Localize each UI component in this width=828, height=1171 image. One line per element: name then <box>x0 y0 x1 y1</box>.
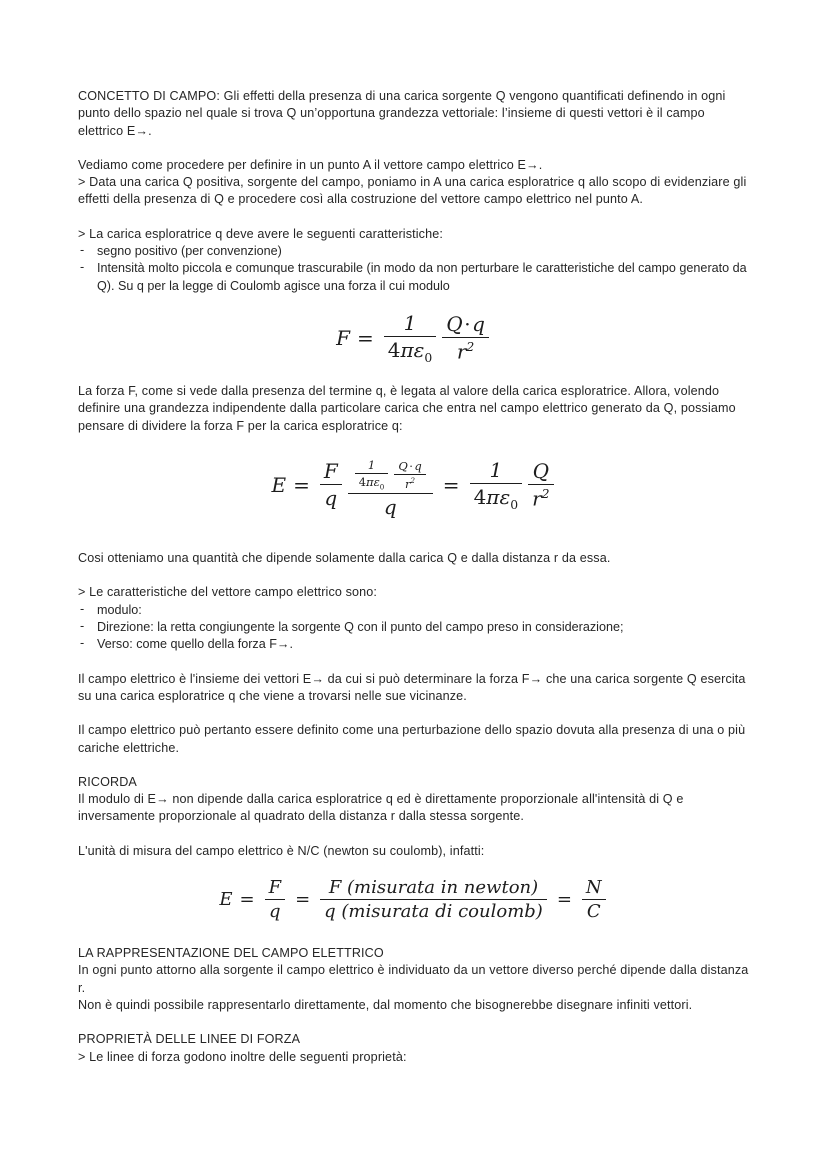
spacer <box>78 923 750 945</box>
spacer <box>78 826 750 843</box>
paragraph-perturbazione: Il campo elettrico può pertanto essere definito come una perturbazione dello spazio dovuta alla presenza di una o più cariche elettriche. <box>78 723 746 755</box>
epsilon-symbol: ε <box>413 337 425 362</box>
symbol-Q: Q <box>446 312 463 337</box>
paragraph-forza-dipende-da-q: La forza F, come si vede dalla presenza del termine q, è legata al valore della carica esploratrice. Allora, volendo definire una grandezza indipendente dalla particolare carica che entra nel campo elettrico generato da Q, possiamo pensare di dividere la forza F per la carica esploratrice q: <box>78 383 736 433</box>
symbol-Q: Q <box>398 458 408 473</box>
fraction-expanded-over-q <box>348 449 433 520</box>
dash-bullet-icon: - <box>80 601 85 616</box>
epsilon-symbol: ε <box>373 474 380 489</box>
fraction-numerator: 1 <box>367 457 376 472</box>
list-caratteristiche-campo <box>78 602 750 654</box>
math-equals: = <box>293 472 310 497</box>
spacer <box>78 366 750 383</box>
fraction-newton-over-coulomb <box>582 876 606 923</box>
math-symbol-E: E <box>219 889 233 911</box>
fraction-denominator: q <box>324 486 338 510</box>
epsilon-subscript: 0 <box>379 482 385 492</box>
heading-rappresentazione: LA RAPPRESENTAZIONE DEL CAMPO ELETTRICO <box>78 946 384 961</box>
fraction-numerator: N <box>585 877 602 899</box>
list-item-label: Intensità molto piccola e comunque trascurabile (in modo da non perturbare le caratteristiche del campo generato da Q). Su q per la legge di Coulomb agisce una forza il cui modulo <box>97 261 747 293</box>
dash-bullet-icon: - <box>80 260 85 275</box>
multiplication-dot: · <box>409 458 413 473</box>
coefficient-4: 4 <box>473 484 487 509</box>
exponent-2: 2 <box>541 485 550 501</box>
document-body <box>78 88 750 1066</box>
math-equals: = <box>239 889 255 911</box>
paragraph-procedura-line2: > Data una carica Q positiva, sorgente del campo, poniamo in A una carica esploratrice q allo scopo di evidenziare gli effetti della presenza di Q e procedere così alla costruzione del vettore campo elettrico nel punto A. <box>78 175 747 207</box>
list-item <box>78 636 750 653</box>
math-equals: = <box>357 325 374 350</box>
paragraph-rappresentazione-line2: Non è quindi possibile rappresentarlo direttamente, dal momento che bisognerebbe disegnare infiniti vettori. <box>78 997 693 1012</box>
fraction-denominator <box>470 484 523 513</box>
math-expression <box>336 310 492 366</box>
formula-unita-di-misura <box>78 876 750 923</box>
heading-proprieta-linee-di-forza: PROPRIETÀ DELLE LINEE DI FORZA <box>78 1032 301 1047</box>
pi-symbol: π <box>400 337 414 362</box>
fraction-numerator <box>442 311 489 337</box>
fraction-coulomb-constant <box>384 310 437 366</box>
fraction-denominator <box>355 474 389 492</box>
fraction-numerator: F <box>323 459 338 483</box>
fraction-denominator <box>528 485 553 512</box>
list-item <box>78 619 750 636</box>
fraction-measured-units <box>320 876 547 923</box>
paragraph-definizione-campo: Il campo elettrico è l'insieme dei vettori E→ da cui si può determinare la forza F→ che una carica sorgente Q esercita su una carica esploratrice q che viene a trovarsi nelle sue vicinanze. <box>78 671 746 703</box>
formula-campo-elettrico <box>78 449 750 520</box>
math-equals: = <box>442 472 460 497</box>
coefficient-4: 4 <box>358 474 367 489</box>
epsilon-subscript: 0 <box>424 349 433 365</box>
exponent-2: 2 <box>466 339 475 355</box>
heading-ricorda: RICORDA <box>78 774 137 789</box>
formula-legge-di-coulomb <box>78 310 750 366</box>
spacer <box>78 654 750 671</box>
fraction-denominator: q <box>383 495 397 520</box>
symbol-q: q <box>414 458 422 473</box>
epsilon-symbol: ε <box>499 484 511 509</box>
list-item-label: Verso: come quello della forza F→. <box>97 637 293 652</box>
fraction-coulomb-constant-result <box>470 457 523 513</box>
fraction-denominator: C <box>586 901 601 923</box>
pi-symbol: π <box>366 474 374 489</box>
paragraph-proprieta-linee-di-forza: > Le linee di forza godono inoltre delle seguenti proprietà: <box>78 1049 407 1064</box>
list-item <box>78 243 750 260</box>
fraction-denominator <box>453 338 478 365</box>
math-expression <box>219 876 608 923</box>
fraction-numerator: F <box>268 877 282 899</box>
symbol-r: r <box>405 476 411 491</box>
spacer <box>78 705 750 722</box>
fraction-coulomb-constant <box>355 457 389 492</box>
math-equals: = <box>295 889 311 911</box>
fraction-charges-over-r2 <box>394 458 425 492</box>
fraction-numerator <box>394 458 425 474</box>
fraction-numerator: F (misurata in newton) <box>328 877 539 899</box>
spacer <box>78 140 750 157</box>
list-item <box>78 260 750 295</box>
fraction-denominator <box>401 475 419 492</box>
list-item-label: modulo: <box>97 602 142 617</box>
dash-bullet-icon: - <box>80 636 85 651</box>
fraction-numerator: Q <box>532 458 549 483</box>
list-item-label: segno positivo (per convenzione) <box>97 244 282 259</box>
list-caratteristiche-carica <box>78 243 750 295</box>
nested-expression <box>352 457 429 492</box>
list-item <box>78 602 750 619</box>
symbol-q: q <box>472 312 485 337</box>
heading-caratteristiche-campo: > Le caratteristiche del vettore campo elettrico sono: <box>78 585 378 600</box>
spacer <box>78 757 750 774</box>
fraction-charges-over-r2 <box>442 311 489 365</box>
math-expression <box>271 449 556 520</box>
math-symbol-E: E <box>271 472 287 497</box>
math-symbol-F: F <box>336 325 351 350</box>
symbol-r: r <box>456 339 467 364</box>
fraction-F-over-q <box>320 458 342 511</box>
dash-bullet-icon: - <box>80 619 85 634</box>
spacer <box>78 520 750 550</box>
fraction-denominator: q <box>269 901 281 923</box>
fraction-Q-over-r2 <box>528 458 553 512</box>
multiplication-dot: · <box>464 312 471 337</box>
spacer <box>78 1014 750 1031</box>
list-item-label: Direzione: la retta congiungente la sorgente Q con il punto del campo preso in considerazione; <box>97 620 624 635</box>
spacer <box>78 567 750 584</box>
paragraph-rappresentazione-line1: In ogni punto attorno alla sorgente il campo elettrico è individuato da un vettore diverso perché dipende dalla distanza r. <box>78 963 749 995</box>
paragraph-concetto-di-campo: CONCETTO DI CAMPO: Gli effetti della presenza di una carica sorgente Q vengono quantificati definendo in ogni punto dello spazio nel quale si trova Q un’opportuna grandezza vettoriale: l’insieme di questi vettori è il campo elettrico E→. <box>78 89 726 138</box>
fraction-denominator <box>384 337 437 366</box>
fraction-numerator: 1 <box>403 310 417 335</box>
heading-caratteristiche-carica: > La carica esploratrice q deve avere le seguenti caratteristiche: <box>78 226 443 241</box>
fraction-denominator: q (misurata di coulomb) <box>324 901 543 923</box>
paragraph-cosi-otteniamo: Cosi otteniamo una quantità che dipende solamente dalla carica Q e dalla distanza r da essa. <box>78 551 611 566</box>
epsilon-subscript: 0 <box>510 496 519 512</box>
math-equals: = <box>556 889 572 911</box>
exponent-2: 2 <box>410 475 416 485</box>
paragraph-procedura-line1: Vediamo come procedere per definire in un punto A il vettore campo elettrico E→. <box>78 157 543 172</box>
paragraph-unita-di-misura: L'unità di misura del campo elettrico è N/C (newton su coulomb), infatti: <box>78 843 485 858</box>
spacer <box>78 209 750 226</box>
fraction-numerator <box>348 449 433 493</box>
fraction-numerator: 1 <box>489 457 503 482</box>
pi-symbol: π <box>486 484 500 509</box>
dash-bullet-icon: - <box>80 243 85 258</box>
coefficient-4: 4 <box>387 337 401 362</box>
paragraph-ricorda: Il modulo di E→ non dipende dalla carica esploratrice q ed è direttamente proporzionale all'intensità di Q e inversamente proporzionale al quadrato della distanza r dalla stessa sorgente. <box>78 792 684 824</box>
symbol-r: r <box>532 486 542 511</box>
fraction-F-over-q <box>265 876 286 923</box>
